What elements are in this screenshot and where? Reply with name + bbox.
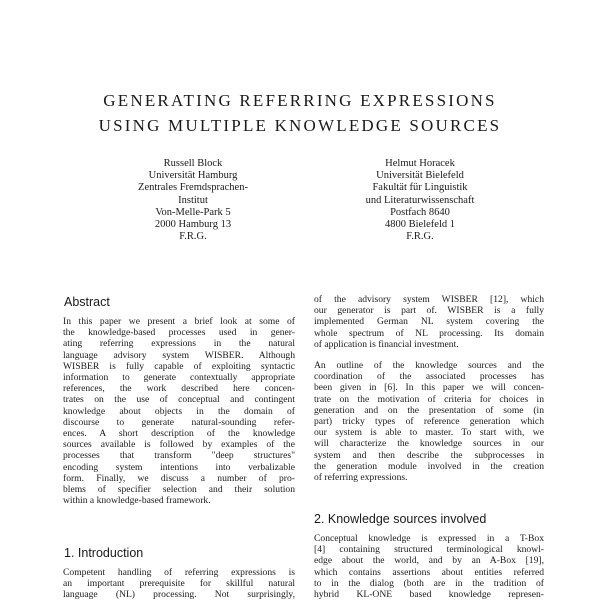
text-line: In this paper we present a brief look at some of: [63, 316, 295, 327]
text-line: within a knowledge-based framework.: [63, 495, 211, 507]
author-affiliation: und Literaturwissenschaft: [365, 194, 475, 206]
text-line: trates on the use of conceptual and contingent: [63, 394, 295, 406]
abstract-heading: Abstract: [64, 295, 110, 309]
text-line: discourse to generate natural-sounding refer-: [63, 416, 295, 428]
section-2-heading: 2. Knowledge sources involved: [314, 512, 487, 526]
text-line: sources available is followed by examples of the: [63, 439, 295, 451]
text-line: form. Finally, we discuss a number of pro-: [63, 472, 295, 484]
author-address: Postfach 8640: [390, 206, 450, 218]
paper-title-line-1: GENERATING REFERRING EXPRESSIONS: [103, 91, 497, 110]
author-name: Russell Block: [163, 158, 223, 169]
text-line: ences. A short description of the knowledge: [63, 428, 295, 440]
text-line: WISBER is fully capable of exploiting syntactic: [63, 360, 295, 372]
text-line: edge about the world, and by an A-Box [19],: [314, 555, 544, 567]
text-line: knowledge about objects in the domain of: [63, 405, 295, 417]
text-line: language advisory system WISBER. Although: [63, 349, 295, 361]
right-column-text: [314, 294, 544, 493]
text-line: information to generate contextually appropriate: [63, 372, 295, 384]
text-line: part) tricky types of reference generation which: [314, 416, 544, 428]
text-line: whole spectrum of NL processing. Its domain: [314, 327, 544, 339]
author-block-horacek: [320, 158, 520, 243]
text-line: of referring expressions.: [314, 472, 408, 484]
author-name: Helmut Horacek: [385, 158, 455, 169]
text-line: An outline of the knowledge sources and the: [314, 360, 544, 372]
text-line: coordination of the associated processes has: [314, 371, 544, 383]
introduction-text: [63, 567, 295, 611]
paper-title-line-2: USING MULTIPLE KNOWLEDGE SOURCES: [98, 116, 502, 135]
author-address: 4800 Bielefeld 1: [385, 219, 455, 231]
paragraph: [63, 316, 295, 506]
introduction-heading: 1. Introduction: [64, 546, 144, 560]
text-line: Conceptual knowledge is expressed in a T-Box: [314, 533, 544, 544]
text-line: [4] containing structured terminological knowl-: [314, 544, 544, 556]
text-line: to in the dialog (both are in the tradition of: [314, 577, 544, 589]
author-address: Von-Melle-Park 5: [155, 206, 231, 218]
text-line: generation and on the presentation of some (in: [314, 404, 544, 416]
text-line: our generator is part of. WISBER is a fully: [314, 305, 544, 317]
section-2-text: [314, 533, 544, 610]
text-line: an important prerequisite for skillful natural: [63, 578, 295, 590]
text-line: implemented German NL system covering the: [314, 316, 544, 328]
author-affiliation: Zentrales Fremdsprachen-: [138, 182, 248, 194]
author-address: 2000 Hamburg 13: [154, 219, 232, 231]
text-line: of application is financial investment.: [314, 338, 459, 350]
text-line: hybrid KL-ONE based knowledge represen-: [314, 589, 544, 601]
text-line: encoding system intentions into verbalizable: [63, 461, 295, 473]
text-line: processes that transform "deep structures": [63, 450, 295, 462]
text-line: the generation module involved in the creation: [314, 460, 544, 472]
text-line: of the advisory system WISBER [12], which: [314, 294, 544, 305]
author-affiliation: Fakultät für Linguistik: [372, 182, 468, 194]
text-line: blems of specifier selection and their solution: [63, 484, 295, 496]
author-affiliation: Universität Hamburg: [148, 170, 238, 182]
text-line: references, the work described here concen-: [63, 383, 295, 395]
abstract-text: [63, 316, 295, 516]
text-line: language (NL) processing. Not surprisingly,: [63, 589, 295, 601]
author-affiliation: Universität Bielefeld: [376, 170, 464, 182]
author-block-block: [93, 158, 293, 243]
paragraph: [314, 533, 544, 600]
paragraph: [63, 567, 295, 601]
text-line: which contains assertions about entities referred: [314, 566, 544, 578]
author-country: F.R.G.: [179, 231, 207, 243]
author-country: F.R.G.: [406, 231, 434, 243]
text-line: the knowledge-based processes used in gener-: [63, 327, 295, 339]
text-line: ating referring expressions in the natural: [63, 338, 295, 350]
text-line: Competent handling of referring expressions is: [63, 567, 295, 578]
paragraph: [314, 360, 544, 483]
text-line: our system is able to master. To start with, we: [314, 427, 544, 439]
paragraph: [314, 294, 544, 350]
text-line: system and then describe the subprocesses in: [314, 449, 544, 461]
text-line: been given in [6]. In this paper we will concen-: [314, 382, 544, 394]
author-affiliation: Institut: [178, 194, 208, 206]
text-line: trate on the motivation of criteria for choices in: [314, 393, 544, 405]
text-line: will characterize the knowledge sources in our: [314, 438, 544, 450]
